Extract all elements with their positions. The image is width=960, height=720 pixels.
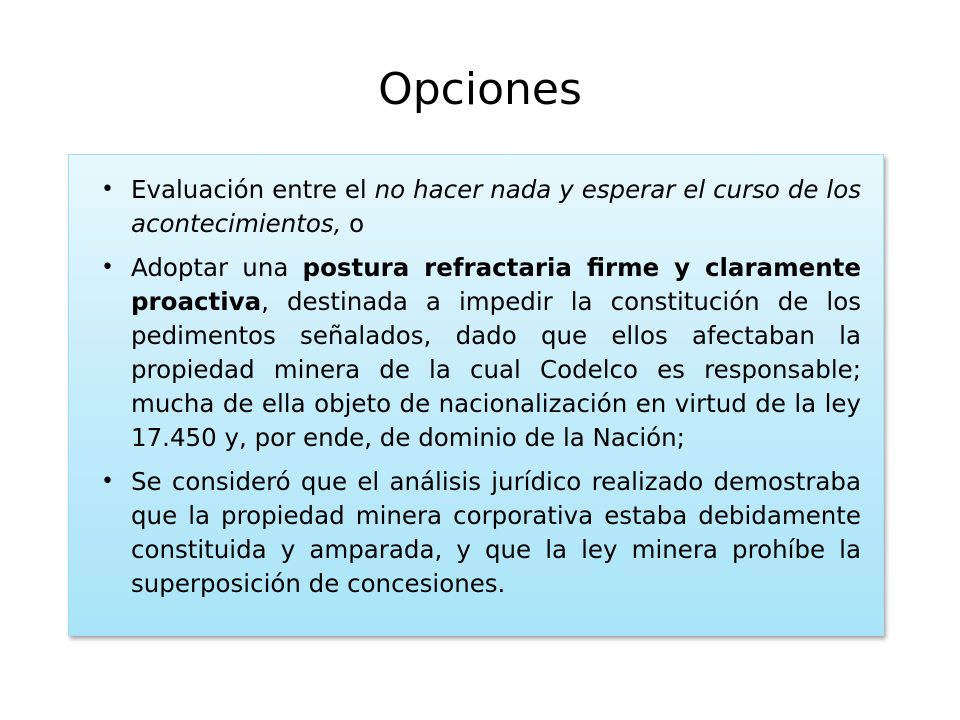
item-text: , destinada a impedir la constitución de los pedimentos señalados, dado que ellos afectaban la propiedad minera de la cual Codelco es responsable; mucha de ella objeto de nacionalización en virtud de la ley 17.450 y, por ende, de dominio de la Nación; bbox=[131, 287, 861, 452]
list-item bbox=[101, 173, 861, 241]
list-item bbox=[101, 251, 861, 455]
bullet-icon: • bbox=[101, 469, 114, 494]
item-text: o bbox=[341, 209, 365, 238]
item-emphasis: postura refractaria firme y claramente proactiva bbox=[131, 253, 861, 316]
item-text: Adoptar una bbox=[131, 253, 303, 282]
item-text: Se consideró que el análisis jurídico realizado demostraba que la propiedad minera corporativa estaba debidamente constituida y amparada, y que la ley minera prohíbe la superposición de concesiones. bbox=[131, 467, 861, 598]
bullet-icon: • bbox=[101, 255, 114, 280]
slide-title: Opciones bbox=[378, 64, 582, 115]
content-box bbox=[68, 154, 884, 636]
bullet-icon: • bbox=[101, 177, 114, 202]
item-emphasis: no hacer nada y esperar el curso de los acontecimientos, bbox=[131, 175, 861, 238]
list-item bbox=[101, 465, 861, 601]
bullet-list bbox=[101, 173, 861, 611]
item-text: Evaluación entre el bbox=[131, 175, 375, 204]
